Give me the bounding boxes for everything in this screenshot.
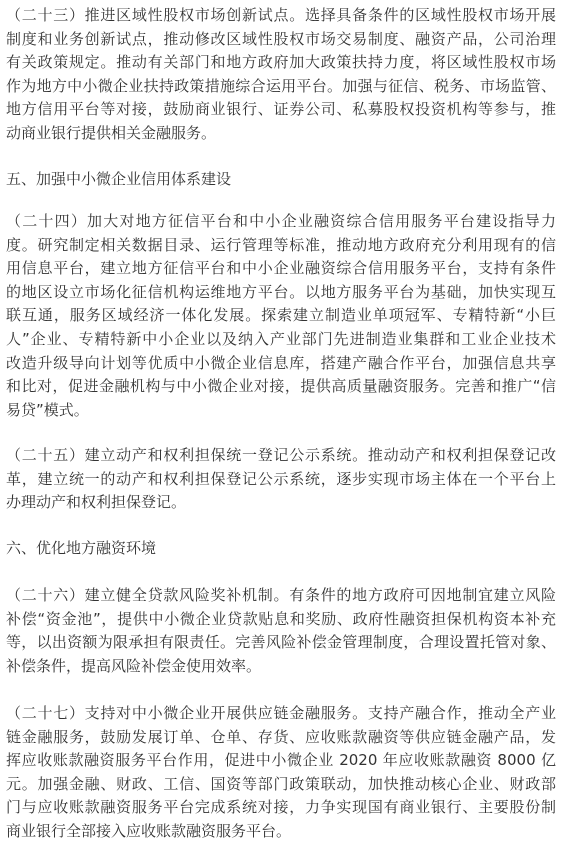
text-line: 元。加强金融、财政、工信、国资等部门政策联动，加快推动核心企业、财政部 (6, 774, 556, 793)
text-line: 革，建立统一的动产和权利担保登记公示系统，逐步实现市场主体在一个平台上 (6, 469, 556, 488)
text-line: 度。研究制定相关数据目录、运行管理等标准，推动地方政府充分利用现有的信 (6, 235, 556, 254)
text-line: 门与应收账款融资服务平台完成系统对接，力争实现国有商业银行、主要股份制 (6, 798, 556, 817)
text-line: 动商业银行提供相关金融服务。 (6, 123, 217, 142)
text-line: 和比对，促进金融机构与中小微企业对接，提供高质量融资服务。完善和推广“信 (6, 377, 556, 396)
paragraph-23 (6, 4, 556, 146)
text-line: （二十四）加大对地方征信平台和中小企业融资综合信用服务平台建设指导力 (6, 212, 556, 230)
paragraph-25 (6, 444, 556, 515)
text-line: 改造升级导向计划等优质中小微企业信息库，搭建产融合作平台，加强信息共享 (6, 353, 556, 372)
text-line: 用信息平台，建立地方征信平台和中小企业融资综合信用服务平台，支持有条件 (6, 259, 556, 278)
text-line: 补偿“资金池”，提供中小微企业贷款贴息和奖励、政府性融资担保机构资本补充 (6, 609, 556, 628)
section-heading: 六、优化地方融资环境 (6, 539, 157, 557)
section-heading-6 (6, 537, 556, 561)
text-line: （二十三）推进区域性股权市场创新试点。选择具备条件的区域性股权市场开展 (6, 6, 556, 24)
text-line: 易贷”模式。 (6, 400, 89, 419)
section-heading-5 (6, 168, 556, 192)
text-line: 补偿条件，提高风险补偿金使用效率。 (6, 656, 262, 675)
text-line: 等，以出资额为限承担有限责任。完善风险补偿金管理制度，合理设置托管对象、 (6, 633, 556, 652)
paragraph-26 (6, 584, 556, 678)
section-heading: 五、加强中小微企业信用体系建设 (6, 170, 232, 188)
paragraph-27 (6, 702, 556, 844)
text-line: 制度和业务创新试点，推动修改区域性股权市场交易制度、融资产品，公司治理 (6, 29, 556, 48)
text-line: 链金融服务，鼓励发展订单、仓单、存货、应收账款融资等供应链金融产品，发 (6, 727, 556, 746)
text-line: 挥应收账款融资服务平台作用，促进中小微企业 2020 年应收账款融资 8000 亿 (6, 751, 556, 770)
text-line: 地方信用平台等对接，鼓励商业银行、证券公司、私募股权投资机构等参与，推 (6, 100, 556, 119)
text-line: 商业银行全部接入应收账款融资服务平台。 (6, 821, 292, 840)
text-line: 有关政策规定。推动有关部门和地方政府加大政策扶持力度，将区域性股权市场 (6, 53, 556, 72)
text-line: 作为地方中小微企业扶持政策措施综合运用平台。加强与征信、税务、市场监管、 (6, 76, 556, 95)
text-line: 办理动产和权利担保登记。 (6, 493, 187, 512)
text-line: 人”企业、专精特新中小企业以及纳入产业部门先进制造业集群和工业企业技术 (6, 329, 556, 348)
text-line: 的地区设立市场化征信机构运维地方平台。以地方服务平台为基础，加快实现互 (6, 282, 556, 301)
text-line: 联互通，服务区域经济一体化发展。探索建立制造业单项冠军、专精特新“小巨 (6, 306, 556, 325)
text-line: （二十六）建立健全贷款风险奖补机制。有条件的地方政府可因地制宜建立风险 (6, 586, 556, 604)
text-line: （二十七）支持对中小微企业开展供应链金融服务。支持产融合作，推动全产业 (6, 704, 556, 722)
text-line: （二十五）建立动产和权利担保统一登记公示系统。推动动产和权利担保登记改 (6, 446, 556, 464)
paragraph-24 (6, 210, 556, 422)
